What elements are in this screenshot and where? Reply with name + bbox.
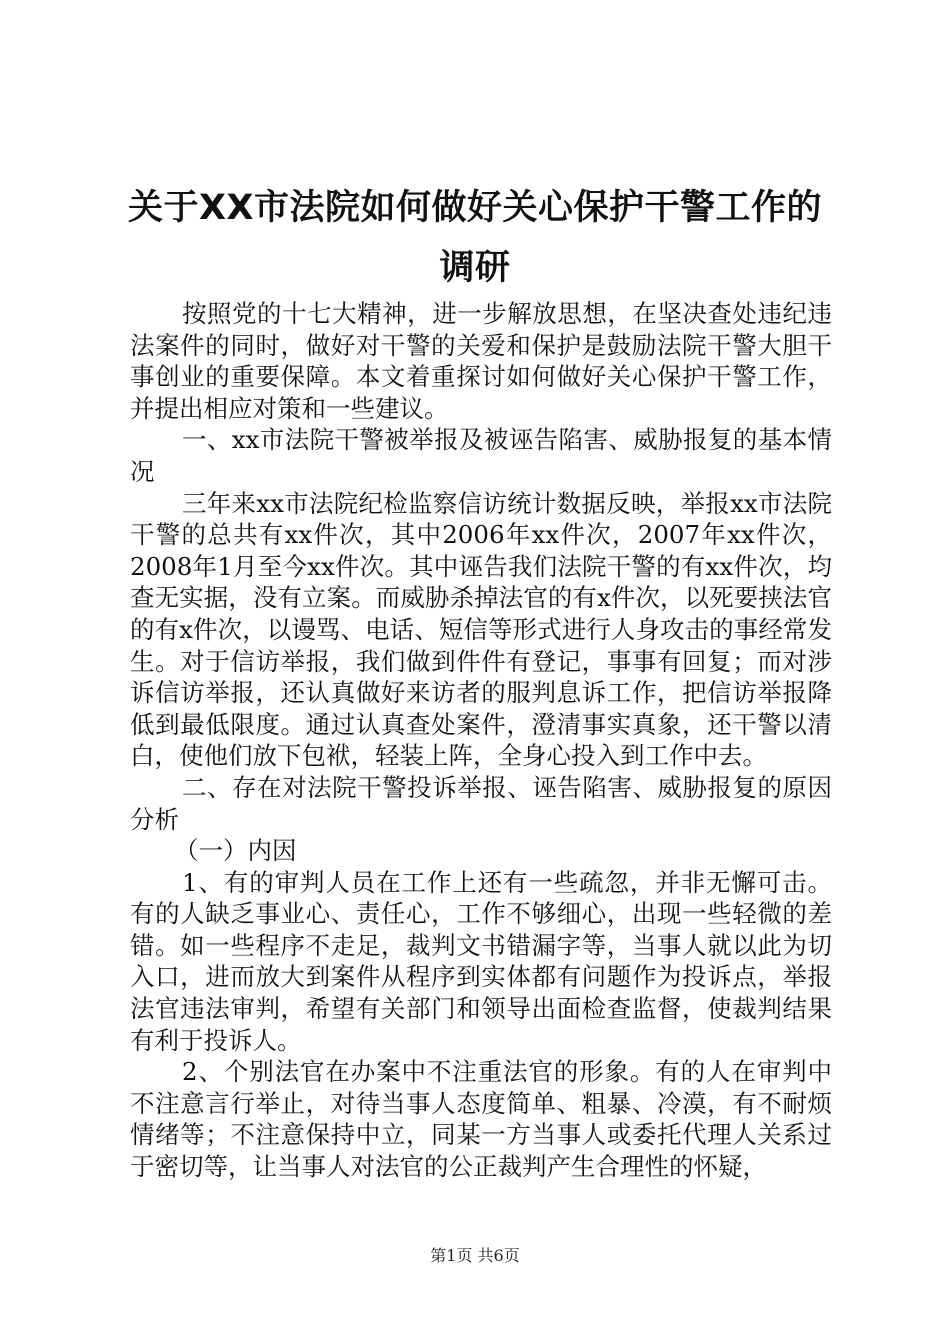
section-heading-1: 一、xx市法院干警被举报及被诬告陷害、威胁报复的基本情况 bbox=[130, 425, 832, 486]
document-title-continued: 调研 bbox=[439, 248, 511, 288]
page-footer: 第1页 共6页 bbox=[430, 1246, 520, 1265]
subsection-heading-internal-causes: （一）内因 bbox=[174, 836, 297, 866]
section-1-paragraph: 三年来xx市法院纪检监察信访统计数据反映，举报xx市法院干警的总共有xx件次，其中2006年xx件次，2007年xx件次，2008年1月至今xx件次。其中诬告我们法院干警的有xx件次，均查无实据，没有立案。而威胁杀掉法官的有x件次，以死要挟法官的有x件次，以谩骂、电话、短信等形式进行人身攻击的事经常发生。对于信访举报，我们做到件件有登记，事事有回复；而对涉诉信访举报，还认真做好来访者的服判息诉工作，把信访举报降低到最低限度。通过认真查处案件，澄清事实真象，还干警以清白，使他们放下包袱，轻装上阵，全身心投入到工作中去。 bbox=[130, 488, 832, 771]
document-title: 关于XX市法院如何做好关心保护干警工作的 bbox=[128, 188, 822, 228]
cause-2-paragraph: 2、个别法官在办案中不注重法官的形象。有的人在审判中不注意言行举止，对待当事人态度简单、粗暴、冷漠，有不耐烦情绪等；不注意保持中立，同某一方当事人或委托代理人关系过于密切等，让当事人对法官的公正裁判产生合理性的怀疑， bbox=[130, 1057, 832, 1182]
section-heading-2: 二、存在对法院干警投诉举报、诬告陷害、威胁报复的原因分析 bbox=[130, 772, 832, 834]
intro-paragraph: 按照党的十七大精神，进一步解放思想，在坚决查处违纪违法案件的同时，做好对干警的关爱和保护是鼓励法院干警大胆干事创业的重要保障。本文着重探讨如何做好关心保护干警工作，并提出相应对策和一些建议。 bbox=[130, 299, 832, 423]
cause-1-paragraph: 1、有的审判人员在工作上还有一些疏忽，并非无懈可击。有的人缺乏事业心、责任心，工作不够细心，出现一些轻微的差错。如一些程序不走足，裁判文书错漏字等，当事人就以此为切入口，进而放大到案件从程序到实体都有问题作为投诉点，举报法官违法审判，希望有关部门和领导出面检查监督，使裁判结果有利于投诉人。 bbox=[130, 867, 832, 1055]
document-body bbox=[130, 298, 832, 1183]
